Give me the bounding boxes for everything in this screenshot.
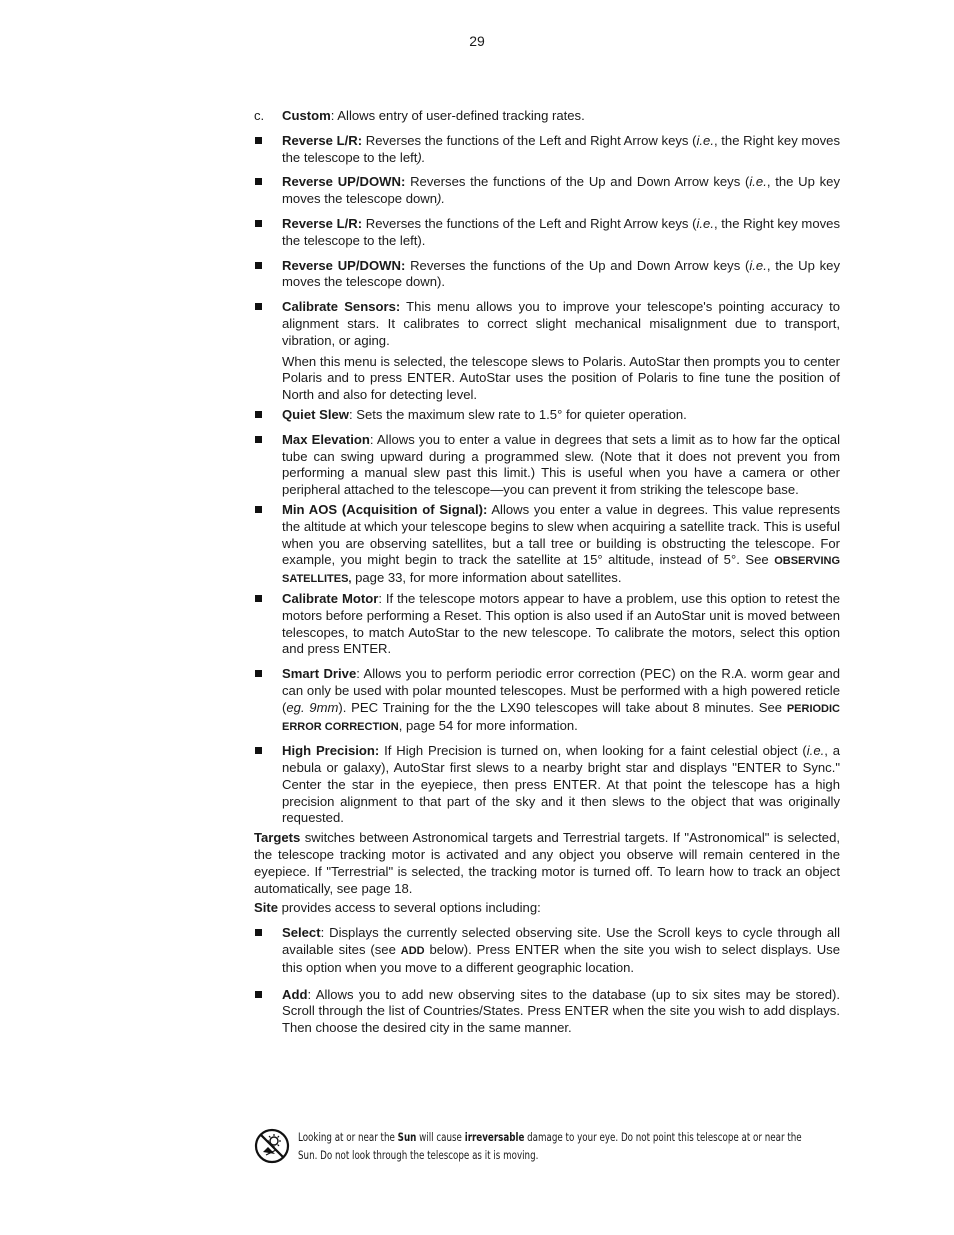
term: Max Elevation	[282, 431, 370, 447]
text: Allows you enter a value in degrees. This value represents the altitude at which your telescope begins to slew when acquiring a satellite track. This is useful when you are observing satellites, but a tall tree or building is obstructing the telescope. For example, you might begin to track the satellite at 15° altitude, instead of 5°. See	[282, 501, 840, 568]
bullet-square-icon	[255, 747, 262, 754]
sun-emphasis: Sun	[397, 1131, 417, 1144]
text: Reverses the functions of the Up and Down Arrow keys (	[405, 174, 750, 190]
term: Select	[282, 925, 321, 941]
text: : Sets the maximum slew rate to 1.5° for quieter operation.	[348, 406, 687, 422]
bullet-square-icon	[255, 991, 262, 998]
text: : If the telescope motors appear to have a problem, use this option to retest the motors before performing a Reset. This option is also used if an AutoStar unit is moved between telescopes, to match AutoStar to the new telescope. To calibrate the motors, select this option and press ENTER.	[282, 590, 841, 657]
term: Calibrate Sensors:	[282, 299, 401, 315]
bullet-reverse-ud-1	[254, 174, 840, 208]
custom-item	[254, 108, 840, 125]
text: will cause	[416, 1131, 465, 1144]
targets-paragraph	[254, 830, 840, 897]
bullet-reverse-lr-1	[254, 133, 840, 167]
text: , the Up key moves the telescope down	[282, 174, 841, 207]
text: Looking at or near the	[298, 1131, 398, 1144]
text: : Displays the currently selected observing site. Use the Scroll keys to cycle through all available sites (see	[282, 925, 840, 958]
warning-text	[298, 1129, 844, 1165]
bullet-square-icon	[255, 929, 262, 936]
text: Reverses the functions of the Left and Right Arrow keys (	[362, 215, 697, 231]
term: Reverse UP/DOWN:	[282, 257, 406, 273]
text: ). PEC Training for the the LX90 telescopes will take about 8 minutes. See	[338, 699, 787, 715]
text: If High Precision is turned on, when looking for a faint celestial object (	[379, 743, 807, 759]
bullet-square-icon	[255, 220, 262, 227]
term: Smart Drive	[282, 666, 357, 682]
bullet-smart-drive	[254, 666, 840, 735]
term: Quiet Slew	[282, 406, 349, 422]
bullet-square-icon	[255, 411, 262, 418]
text: , a nebula or galaxy), AutoStar first slews to a nearby bright star and displays "ENTER to Sync." Center the star in the eyepiece, then press ENTER. At that point the telescope has a high precision alignment to that part of the sky and it then slews to the object that was originally requested.	[282, 743, 841, 826]
bullet-reverse-ud-2	[254, 258, 840, 292]
term: Min AOS (Acquisition of Signal):	[282, 501, 488, 517]
sun-warning	[254, 1128, 840, 1168]
term: Reverse UP/DOWN:	[282, 174, 406, 190]
eg-italic: eg. 9mm	[286, 699, 339, 715]
bullet-square-icon	[255, 178, 262, 185]
irreversable-emphasis: irreversable	[464, 1131, 525, 1144]
cross-reference: PERIODIC ERROR CORRECTION	[282, 702, 841, 733]
bullet-high-precision	[254, 743, 840, 827]
bullet-calibrate-sensors	[254, 299, 840, 349]
bullet-quiet-slew	[254, 407, 840, 424]
ie-italic: i.e.	[749, 174, 767, 190]
ie-italic: i.e.	[806, 743, 825, 759]
bullet-reverse-lr-2	[254, 216, 840, 250]
custom-text: : Allows entry of user-defined tracking rates.	[330, 108, 585, 123]
text: : Allows you to enter a value in degrees that sets a limit as to how far the optical tube can swing upward during a programmed slew. (Note that it does not prevent you from performing a manual slew past this limit.) This is useful when you have a camera or other peripheral attached to the telescope—you can prevent it from striking the telescope base.	[282, 431, 840, 498]
text-end: ).	[437, 191, 446, 207]
bullet-square-icon	[255, 303, 262, 310]
term: Reverse L/R:	[282, 215, 363, 231]
term: Calibrate Motor	[282, 590, 379, 606]
text: This menu allows you to improve your telescope's pointing accuracy to alignment stars. It calibrates to correct slight mechanical misalignment due to transport, vibration, or aging.	[282, 299, 840, 348]
text: Reverses the functions of the Up and Down Arrow keys (	[405, 257, 750, 273]
term: High Precision:	[282, 743, 380, 759]
term: Site	[254, 900, 279, 916]
bullet-square-icon	[255, 262, 262, 269]
custom-term: Custom	[282, 108, 331, 123]
ie-italic: i.e.	[696, 215, 714, 231]
bullet-max-elevation	[254, 432, 840, 499]
text: provides access to several options including:	[278, 900, 541, 916]
no-sun-eye-warning-icon	[254, 1128, 290, 1164]
site-paragraph	[254, 900, 840, 917]
term: Targets	[254, 830, 301, 846]
bullet-min-aos	[254, 502, 840, 588]
text: , page 54 for more information.	[398, 717, 578, 733]
cross-reference: OBSERVING SATELLITES,	[282, 555, 840, 586]
warning-line-2: Sun. Do not look through the telescope as it is moving.	[298, 1149, 539, 1162]
text: below). Press ENTER when the site you wish to select displays. Use this option when you move to a different geographic location.	[282, 942, 840, 975]
list-letter: c.	[254, 108, 265, 123]
main-content	[254, 108, 840, 1045]
text: damage to your eye. Do not point this telescope at or near the	[524, 1131, 802, 1144]
ie-italic: i.e.	[696, 132, 714, 148]
term: Reverse L/R:	[282, 132, 363, 148]
bullet-square-icon	[255, 506, 262, 513]
text: : Allows you to perform periodic error correction (PEC) on the R.A. worm gear and can only be used with polar mounted telescopes. Must be performed with a high powered reticle (	[282, 666, 840, 715]
text: page 33, for more information about satellites.	[351, 570, 622, 586]
ie-italic: i.e.	[749, 257, 767, 273]
bullet-select	[254, 925, 840, 976]
text: , the Right key moves the telescope to the left).	[282, 215, 840, 248]
text: Reverses the functions of the Left and Right Arrow keys (	[362, 132, 697, 148]
text: : Allows you to add new observing sites to the database (up to six sites may be stored). Scroll through the list of Countries/States. Press ENTER when the site you wish to add displays. Then choose the desired city in the same manner.	[282, 986, 840, 1036]
bullet-square-icon	[255, 670, 262, 677]
bullet-add	[254, 987, 840, 1037]
bullet-square-icon	[255, 436, 262, 443]
text: , the Right key moves the telescope to the left	[282, 132, 840, 165]
page-number: 29	[469, 33, 485, 49]
bullet-square-icon	[255, 137, 262, 144]
calibrate-sensors-continuation: When this menu is selected, the telescope slews to Polaris. AutoStar then prompts you to center Polaris and to press ENTER. AutoStar uses the position of Polaris to fine tune the position of North and also for detecting level.	[282, 353, 840, 403]
text: switches between Astronomical targets and Terrestrial targets. If "Astronomical" is selected, the telescope tracking motor is activated and any object you observe will remain centered in the eyepiece. If "Terrestrial" is selected, the tracking motor is turned off. To learn how to track an object automatically, see page 18.	[254, 830, 840, 896]
bullet-calibrate-motor	[254, 591, 840, 658]
warning-line-1	[298, 1129, 844, 1147]
text-end: ).	[417, 149, 426, 165]
text: , the Up key moves the telescope down).	[282, 257, 841, 290]
cross-reference: ADD	[400, 945, 425, 958]
bullet-square-icon	[255, 595, 262, 602]
term: Add	[282, 986, 308, 1002]
